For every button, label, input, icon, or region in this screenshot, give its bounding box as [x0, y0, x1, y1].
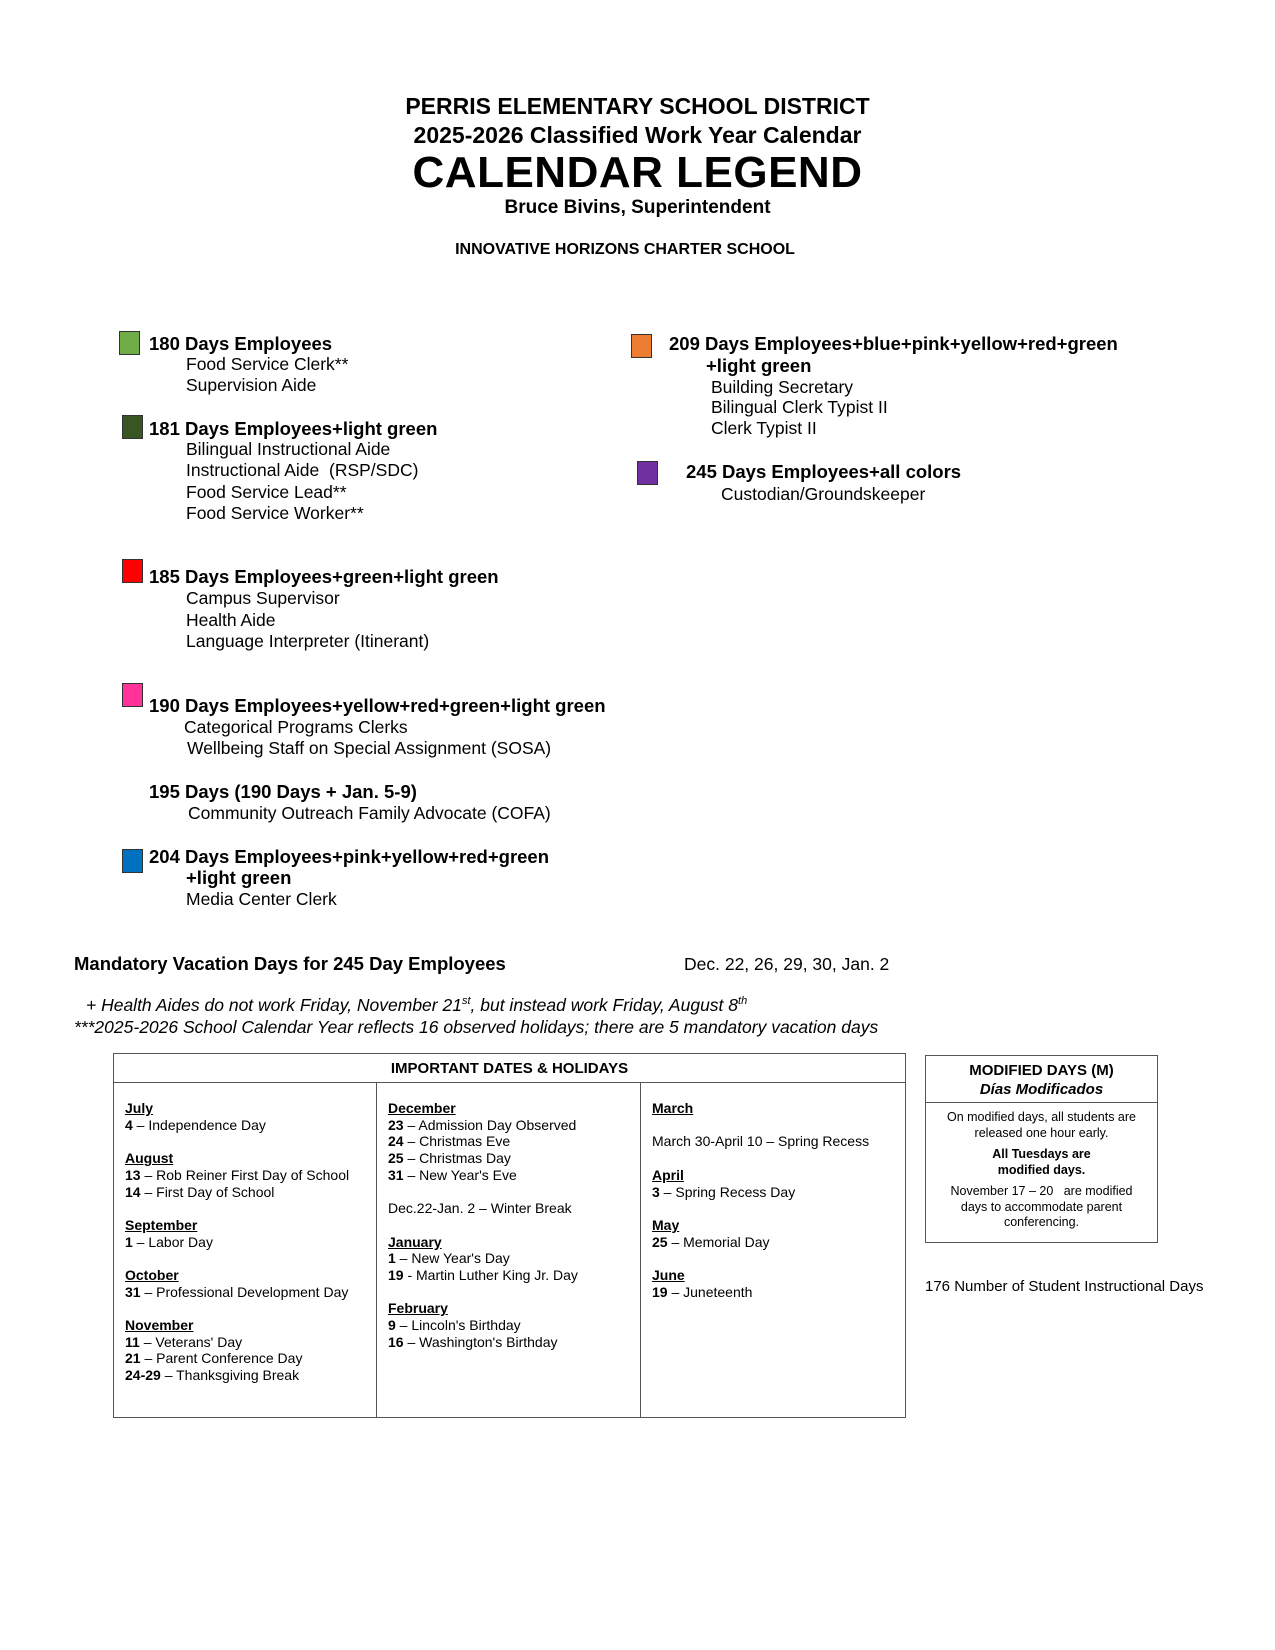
- month-heading: July: [125, 1100, 154, 1116]
- date-entry: 23 – Admission Day Observed: [388, 1116, 577, 1133]
- date-entry: 11 – Veterans' Day: [125, 1333, 243, 1350]
- date-entry: 21 – Parent Conference Day: [125, 1350, 303, 1367]
- date-entry: 3 – Spring Recess Day: [652, 1183, 796, 1200]
- group-item: Bilingual Instructional Aide: [186, 439, 391, 459]
- date-entry: 4 – Independence Day: [125, 1116, 266, 1133]
- month-heading: October: [125, 1266, 179, 1283]
- mandatory-vacation-dates: Dec. 22, 26, 29, 30, Jan. 2: [684, 954, 890, 974]
- important-dates-title: IMPORTANT DATES & HOLIDAYS: [390, 1060, 629, 1077]
- school-name: INNOVATIVE HORIZONS CHARTER SCHOOL: [455, 241, 795, 258]
- modified-days-title: MODIFIED DAYS (M): [969, 1062, 1114, 1079]
- blue-swatch: [122, 849, 143, 873]
- group-title: 180 Days Employees: [149, 333, 333, 354]
- dates-column-1: [125, 1100, 370, 1384]
- date-entry: 31 – New Year's Eve: [388, 1166, 517, 1183]
- group-item: Health Aide: [186, 610, 276, 630]
- date-entry: March 30-April 10 – Spring Recess: [652, 1133, 870, 1150]
- group-item: Building Secretary: [711, 377, 854, 397]
- date-entry: 19 – Juneteenth: [652, 1283, 753, 1300]
- modified-days-subtitle: Días Modificados: [979, 1081, 1104, 1098]
- dark-green-swatch: [122, 415, 143, 439]
- dates-column-3: [652, 1100, 897, 1300]
- group-item: Instructional Aide (RSP/SDC): [186, 460, 419, 480]
- calendar-title: 2025-2026 Classified Work Year Calendar: [413, 122, 862, 148]
- date-entry: Dec.22-Jan. 2 – Winter Break: [388, 1200, 572, 1217]
- date-entry: 14 – First Day of School: [125, 1183, 275, 1200]
- group-item: Food Service Worker**: [186, 503, 364, 523]
- column-divider: [376, 1082, 377, 1418]
- table-header-divider: [113, 1082, 906, 1083]
- month-heading: April: [652, 1166, 684, 1183]
- group-item: Media Center Clerk: [186, 889, 337, 909]
- group-item: Community Outreach Family Advocate (COFA): [188, 803, 551, 823]
- group-title-continued: +light green: [186, 867, 292, 888]
- group-item: Bilingual Clerk Typist II: [711, 397, 888, 417]
- group-item: Custodian/Groundskeeper: [721, 484, 926, 504]
- date-entry: [652, 1117, 897, 1134]
- superintendent: Bruce Bivins, Superintendent: [504, 197, 771, 218]
- group-item: Supervision Aide: [186, 375, 317, 395]
- month-heading: November: [125, 1317, 194, 1334]
- green-swatch: [119, 331, 140, 355]
- group-item: Food Service Clerk**: [186, 354, 349, 374]
- month-heading: February: [388, 1300, 448, 1317]
- month-heading: September: [125, 1216, 198, 1233]
- group-title: 204 Days Employees+pink+yellow+red+green: [149, 846, 550, 867]
- group-title: 181 Days Employees+light green: [149, 418, 438, 439]
- purple-swatch: [637, 461, 658, 485]
- month-heading: March: [652, 1100, 694, 1116]
- date-entry: 13 – Rob Reiner First Day of School: [125, 1166, 350, 1183]
- observed-holidays-note: ***2025-2026 School Calendar Year reflects 16 observed holidays; there are 5 mandatory vacation days: [74, 1017, 879, 1037]
- month-heading: January: [388, 1233, 442, 1250]
- month-heading: June: [652, 1266, 685, 1283]
- group-item: Clerk Typist II: [711, 418, 817, 438]
- date-entry: 25 – Memorial Day: [652, 1233, 770, 1250]
- date-entry: 24-29 – Thanksgiving Break: [125, 1367, 300, 1384]
- column-divider: [640, 1082, 641, 1418]
- red-swatch: [122, 559, 143, 583]
- modified-header-divider: [925, 1102, 1158, 1103]
- group-title: 195 Days (190 Days + Jan. 5-9): [149, 781, 417, 802]
- group-title: 185 Days Employees+green+light green: [149, 566, 499, 587]
- instructional-days: 176 Number of Student Instructional Days: [925, 1278, 1204, 1295]
- group-title: 209 Days Employees+blue+pink+yellow+red+green: [669, 333, 1118, 354]
- date-entry: 1 – Labor Day: [125, 1233, 213, 1250]
- district-title: PERRIS ELEMENTARY SCHOOL DISTRICT: [405, 93, 870, 119]
- month-heading: August: [125, 1150, 174, 1167]
- group-item: Campus Supervisor: [186, 588, 340, 608]
- month-heading: May: [652, 1216, 680, 1233]
- group-item: Language Interpreter (Itinerant): [186, 631, 430, 651]
- modified-days-body: On modified days, all students are released one hour early. All Tuesdays are modified days. November 17 – 20 are modified days to accommodate parent conferencing.: [947, 1110, 1136, 1229]
- group-item: Categorical Programs Clerks: [184, 717, 408, 737]
- date-entry: 19 - Martin Luther King Jr. Day: [388, 1267, 578, 1283]
- date-entry: 1 – New Year's Day: [388, 1250, 510, 1267]
- group-title: 245 Days Employees+all colors: [686, 461, 962, 482]
- date-entry: 25 – Christmas Day: [388, 1150, 511, 1167]
- date-entry: 16 – Washington's Birthday: [388, 1333, 558, 1350]
- month-heading: December: [388, 1100, 456, 1116]
- health-aide-note: + Health Aides do not work Friday, November 21st, but instead work Friday, August 8th: [86, 995, 748, 1015]
- group-item: Food Service Lead**: [186, 482, 347, 502]
- mandatory-vacation-label: Mandatory Vacation Days for 245 Day Employees: [74, 953, 506, 974]
- dates-column-2: [388, 1100, 633, 1351]
- group-item: Wellbeing Staff on Special Assignment (SOSA): [187, 738, 552, 758]
- group-title-continued: +light green: [706, 355, 812, 376]
- date-entry: 9 – Lincoln's Birthday: [388, 1317, 521, 1334]
- pink-swatch: [122, 683, 143, 707]
- date-entry: 31 – Professional Development Day: [125, 1283, 349, 1300]
- date-entry: 24 – Christmas Eve: [388, 1133, 511, 1150]
- legend-title: CALENDAR LEGEND: [412, 148, 863, 197]
- group-title: 190 Days Employees+yellow+red+green+light green: [149, 695, 606, 716]
- orange-swatch: [631, 334, 652, 358]
